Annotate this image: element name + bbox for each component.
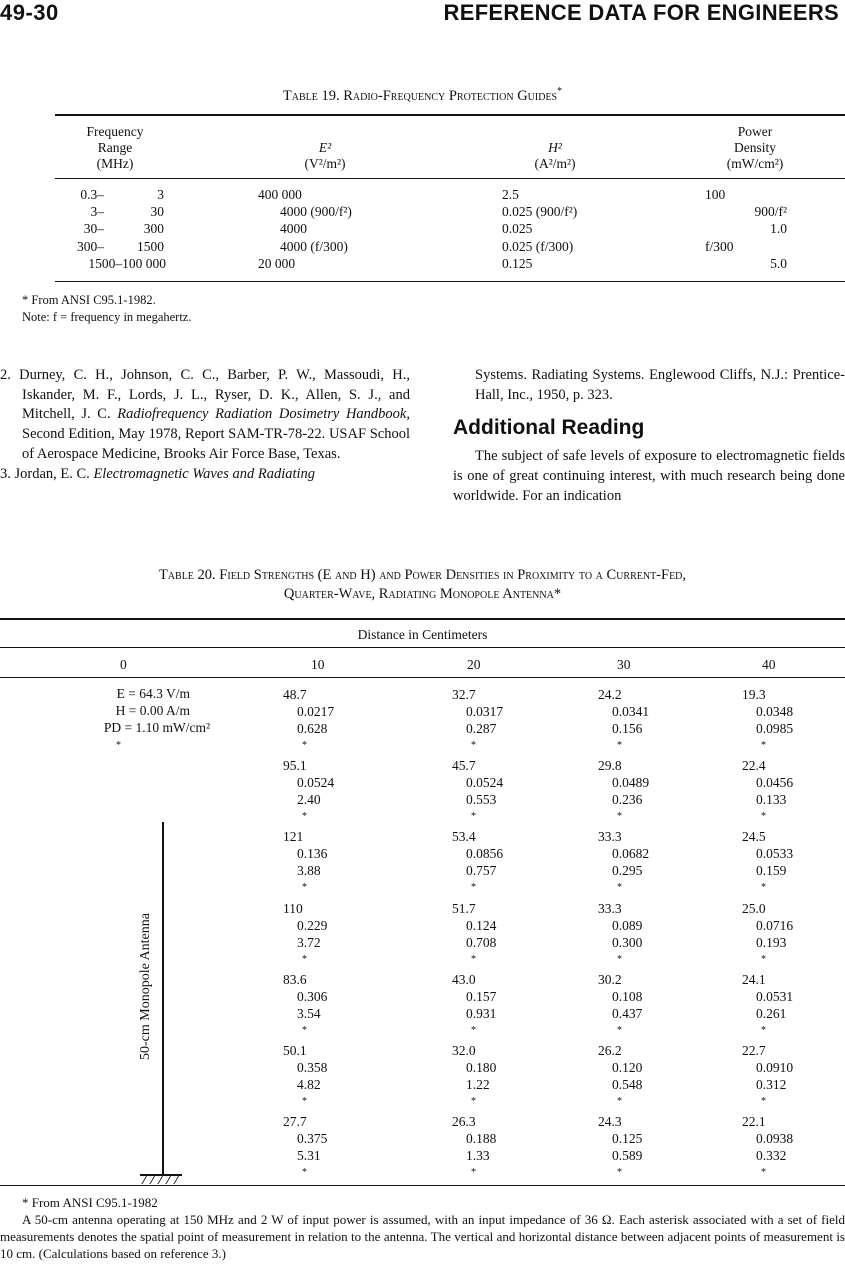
measurement-point-star: * (302, 811, 307, 823)
table19-header-e2-symbol: E² (318, 140, 332, 155)
table19-top-rule (55, 114, 845, 116)
table19-h2-value: 0.025 (f/300) (502, 238, 574, 254)
field-h-value: 0.0317 (466, 704, 504, 719)
table19-header-h2-unit: (A²/m²) (534, 156, 576, 171)
table19-e2-value: 4000 (280, 221, 307, 237)
origin-star: * (116, 740, 121, 751)
power-density-value: 0.757 (466, 863, 497, 879)
table20-top-rule (0, 618, 845, 620)
power-density-value: 0.708 (466, 934, 497, 950)
table19-h2-value: 0.125 (502, 255, 533, 271)
table19-freq-start: 3– (90, 204, 104, 220)
table19-power-density-value: 1.0 (770, 221, 787, 237)
page-number: 49-30 (0, 0, 59, 25)
field-h-value: 0.0938 (756, 1131, 794, 1147)
table20-column-0: 0 (120, 657, 127, 672)
table19-freq-range: 1500–100 000 (88, 255, 166, 271)
field-e-value: 30.2 (598, 971, 622, 987)
table19-e2-value: 4000 (900/f²) (280, 204, 352, 220)
origin-h: H = 0.00 A/m (115, 703, 190, 718)
field-e-value: 32.0 (452, 1043, 476, 1058)
field-h-value: 0.0682 (612, 846, 650, 862)
reference-2-title: Radiofrequency Radiation Dosimetry Handbook, (117, 406, 410, 423)
table19-power-density-value: 5.0 (770, 255, 787, 271)
table19-e2-value: 4000 (f/300) (280, 238, 348, 254)
power-density-value: 0.931 (466, 1005, 497, 1021)
table19-header-e2 (265, 140, 385, 172)
field-e-value: 53.4 (452, 829, 476, 845)
measurement-point-star: * (617, 740, 622, 751)
field-h-value: 0.0716 (756, 917, 794, 933)
power-density-value: 0.437 (612, 1005, 643, 1021)
table19-header-h2-symbol: H² (548, 140, 562, 155)
antenna-label: 50-cm Monopole Antenna (138, 913, 153, 1060)
measurement-point-star: * (471, 1096, 476, 1107)
table19-caption (0, 82, 845, 106)
monopole-antenna-mast (162, 822, 164, 1174)
table19-freq-end: 3 (157, 187, 164, 202)
table19-header-frequency-line1: Frequency (86, 124, 144, 139)
field-e-value: 19.3 (742, 687, 766, 702)
measurement-point-star: * (302, 882, 307, 894)
field-e-value: 50.1 (283, 1043, 307, 1058)
field-e-value: 27.7 (283, 1114, 307, 1130)
power-density-value: 0.193 (756, 934, 787, 950)
measurement-point-star: * (471, 1024, 476, 1036)
measurement-point-star: * (471, 811, 476, 823)
measurement-point-star: * (761, 1024, 766, 1036)
power-density-value: 0.236 (612, 792, 643, 808)
field-h-value: 0.157 (466, 988, 497, 1004)
power-density-value: 0.295 (612, 863, 643, 879)
field-e-value: 43.0 (452, 971, 476, 987)
table19-caption-title: Radio-Frequency Protection Guides (343, 87, 558, 104)
table20-column-10: 10 (311, 657, 325, 672)
table19-power-density-value: 900/f² (754, 204, 787, 220)
measurement-point-star: * (302, 740, 307, 751)
field-e-value: 110 (283, 900, 303, 916)
measurement-point-star: * (302, 1024, 307, 1036)
table19-header-frequency (55, 124, 175, 172)
right-column (453, 366, 845, 507)
table20-column-20: 20 (467, 657, 481, 672)
measurement-point-star: * (471, 953, 476, 965)
table20-footnote-source: * From ANSI C95.1-1982 (22, 1195, 158, 1210)
reference-2-number: 2. (0, 367, 20, 383)
field-h-value: 0.089 (612, 917, 643, 933)
field-h-value: 0.306 (297, 988, 328, 1004)
table19-freq-start: 300– (77, 238, 104, 254)
power-density-value: 0.261 (756, 1005, 787, 1021)
additional-reading-body: The subject of safe levels of exposure to electromagnetic fields is one of great continuing interest, with much research being done worldwide. For an indication (453, 448, 845, 504)
table19-footnote-source: * From ANSI C95.1-1982. (22, 293, 156, 307)
table20-distance-rule (0, 647, 845, 648)
power-density-value: 4.82 (297, 1077, 321, 1092)
additional-reading-heading: Additional Reading (453, 416, 645, 440)
table19-freq-end: 30 (150, 204, 164, 220)
power-density-value: 0.332 (756, 1148, 787, 1164)
power-density-value: 0.300 (612, 934, 643, 950)
reference-3-continued: Systems. Radiating Systems. Englewood Cliffs, N.J.: Prentice-Hall, Inc., 1950, p. 323. (475, 367, 845, 403)
table19-header-power-line3: (mW/cm²) (726, 156, 784, 171)
power-density-value: 0.548 (612, 1077, 643, 1092)
power-density-value: 0.553 (466, 792, 497, 808)
field-h-value: 0.375 (297, 1131, 328, 1147)
field-h-value: 0.0456 (756, 775, 794, 791)
references-column (0, 366, 410, 484)
measurement-point-star: * (471, 1167, 476, 1179)
field-h-value: 0.0341 (612, 704, 650, 719)
table19-header-frequency-line2: Range (97, 140, 133, 155)
field-e-value: 83.6 (283, 971, 307, 987)
origin-pd: PD = 1.10 mW/cm² (103, 720, 210, 735)
field-h-value: 0.358 (297, 1060, 328, 1075)
table19-e2-value: 400 000 (258, 187, 302, 202)
table19-header-h2 (495, 140, 615, 172)
table19-header-e2-unit: (V²/m²) (304, 156, 346, 171)
measurement-point-star: * (761, 1096, 766, 1107)
field-e-value: 26.3 (452, 1114, 476, 1130)
power-density-value: 0.287 (466, 721, 497, 736)
field-e-value: 24.5 (742, 829, 766, 845)
field-e-value: 32.7 (452, 687, 476, 702)
power-density-value: 0.133 (756, 792, 787, 808)
reference-3-authors: Jordan, E. C. (14, 465, 90, 482)
field-h-value: 0.229 (297, 917, 328, 933)
field-e-value: 121 (283, 829, 304, 845)
measurement-point-star: * (471, 740, 476, 751)
power-density-value: 0.628 (297, 721, 328, 736)
power-density-value: 0.159 (756, 863, 787, 879)
field-e-value: 24.3 (598, 1114, 622, 1130)
power-density-value: 3.72 (297, 934, 321, 950)
field-h-value: 0.0524 (297, 775, 335, 791)
ground-hatch (149, 1176, 155, 1184)
table19-caption-mark: * (557, 86, 563, 97)
field-h-value: 0.188 (466, 1131, 497, 1147)
power-density-value: 5.31 (297, 1148, 321, 1164)
field-e-value: 95.1 (283, 758, 307, 774)
reference-2-details: Second Edition, May 1978, Report SAM-TR-78-22. USAF School of Aerospace Medicine, Brooks Air Force Base, Texas. (22, 426, 410, 462)
table19-footnote-note: Note: f = frequency in megahertz. (22, 310, 192, 324)
reference-2-authors: Durney, C. H., Johnson, C. C., Barber, P. W., Massoudi, H., Iskander, M. F., Lords, J. L., Ryser, D. K., Allen, S. J., and Mitchell, J. C. (19, 367, 410, 423)
field-h-value: 0.0531 (756, 988, 794, 1004)
measurement-point-star: * (617, 1167, 622, 1179)
table20-caption-line2: Quarter-Wave, Radiating Monopole Antenna* (283, 586, 562, 602)
field-e-value: 24.2 (598, 687, 622, 702)
field-e-value: 29.8 (598, 758, 622, 774)
field-h-value: 0.180 (466, 1060, 497, 1075)
measurement-point-star: * (302, 953, 307, 965)
origin-e: E = 64.3 V/m (116, 686, 190, 701)
measurement-point-star: * (761, 1167, 766, 1179)
reference-3-title: Electromagnetic Waves and Radiating (93, 465, 316, 482)
power-density-value: 0.312 (756, 1077, 787, 1092)
power-density-value: 3.88 (297, 863, 321, 879)
table19-bottom-rule (55, 281, 845, 282)
field-h-value: 0.0489 (612, 775, 650, 791)
measurement-point-star: * (302, 1096, 307, 1107)
table19-header-frequency-line3: (MHz) (96, 156, 134, 171)
field-e-value: 26.2 (598, 1043, 622, 1058)
table19-header-power-line1: Power (737, 124, 773, 139)
field-e-value: 48.7 (283, 687, 307, 702)
field-e-value: 45.7 (452, 758, 476, 774)
table19-h2-value: 2.5 (502, 187, 519, 202)
running-header: REFERENCE DATA FOR ENGINEERS (443, 0, 839, 25)
measurement-point-star: * (761, 811, 766, 823)
table20-column-30: 30 (617, 657, 631, 672)
table19-freq-start: 30– (83, 221, 104, 237)
table20-column-40: 40 (762, 657, 776, 672)
ground-hatch (141, 1176, 147, 1184)
field-e-value: 25.0 (742, 900, 766, 916)
table19-e2-value: 20 000 (258, 255, 296, 271)
table20-distance-header: Distance in Centimeters (357, 627, 488, 642)
power-density-value: 0.589 (612, 1148, 643, 1164)
reference-3-number: 3. (0, 465, 15, 482)
field-h-value: 0.0524 (466, 775, 504, 791)
power-density-value: 0.0985 (756, 721, 794, 736)
field-h-value: 0.125 (612, 1131, 643, 1147)
table19-freq-end: 300 (143, 221, 164, 237)
table19-power-density-value: 100 (705, 187, 726, 202)
field-e-value: 24.1 (742, 971, 766, 987)
table20-caption-line1: Table 20. Field Strengths (E and H) and Power Densities in Proximity to a Current-Fed, (158, 567, 687, 583)
measurement-point-star: * (761, 882, 766, 894)
field-e-value: 51.7 (452, 900, 476, 916)
table19-header-power (695, 124, 815, 172)
table20-bottom-rule (0, 1185, 845, 1186)
table20-footnote-description: A 50-cm antenna operating at 150 MHz and 2 W of input power is assumed, with an input impedance of 36 Ω. Each asterisk associated with a set of field measurements denotes the spatial point of measurement in relation to the antenna. The vertical and horizontal distance between adjacent points of measurement is 10 cm. (Calculations based on reference 3.) (0, 1212, 845, 1261)
ground-hatch (157, 1176, 163, 1184)
reference-2 (0, 366, 410, 465)
field-h-value: 0.136 (297, 846, 328, 862)
power-density-value: 1.22 (466, 1077, 490, 1092)
field-e-value: 22.4 (742, 758, 766, 774)
measurement-point-star: * (617, 1024, 622, 1036)
field-h-value: 0.120 (612, 1060, 643, 1075)
measurement-point-star: * (617, 1096, 622, 1107)
field-h-value: 0.0910 (756, 1060, 794, 1075)
table19-header-rule (55, 178, 845, 179)
field-h-value: 0.0533 (756, 846, 794, 862)
table19-h2-value: 0.025 (502, 221, 533, 237)
table19-power-density-value: f/300 (705, 238, 734, 254)
field-h-value: 0.0348 (756, 704, 794, 719)
power-density-value: 3.54 (297, 1005, 321, 1021)
field-e-value: 33.3 (598, 900, 622, 916)
table19-freq-start: 0.3– (80, 187, 104, 202)
table20-header-rule (0, 677, 845, 678)
measurement-point-star: * (302, 1167, 307, 1179)
table19-freq-end: 1500 (137, 238, 164, 254)
table19-caption-prefix: Table 19. (282, 87, 340, 104)
field-e-value: 22.1 (742, 1114, 766, 1130)
field-e-value: 33.3 (598, 829, 622, 845)
power-density-value: 1.33 (466, 1148, 490, 1164)
field-h-value: 0.124 (466, 917, 497, 933)
measurement-point-star: * (471, 882, 476, 894)
field-h-value: 0.0856 (466, 846, 504, 862)
power-density-value: 0.156 (612, 721, 643, 736)
measurement-point-star: * (617, 882, 622, 894)
measurement-point-star: * (761, 953, 766, 965)
power-density-value: 2.40 (297, 792, 321, 808)
field-e-value: 22.7 (742, 1043, 766, 1058)
measurement-point-star: * (617, 953, 622, 965)
measurement-point-star: * (617, 811, 622, 823)
reference-3 (0, 465, 410, 485)
ground-hatch (165, 1176, 171, 1184)
table19-h2-value: 0.025 (900/f²) (502, 204, 578, 220)
ground-hatch (173, 1176, 179, 1184)
field-h-value: 0.108 (612, 988, 643, 1004)
field-h-value: 0.0217 (297, 704, 335, 719)
table19-header-power-line2: Density (734, 140, 776, 155)
measurement-point-star: * (761, 740, 766, 751)
